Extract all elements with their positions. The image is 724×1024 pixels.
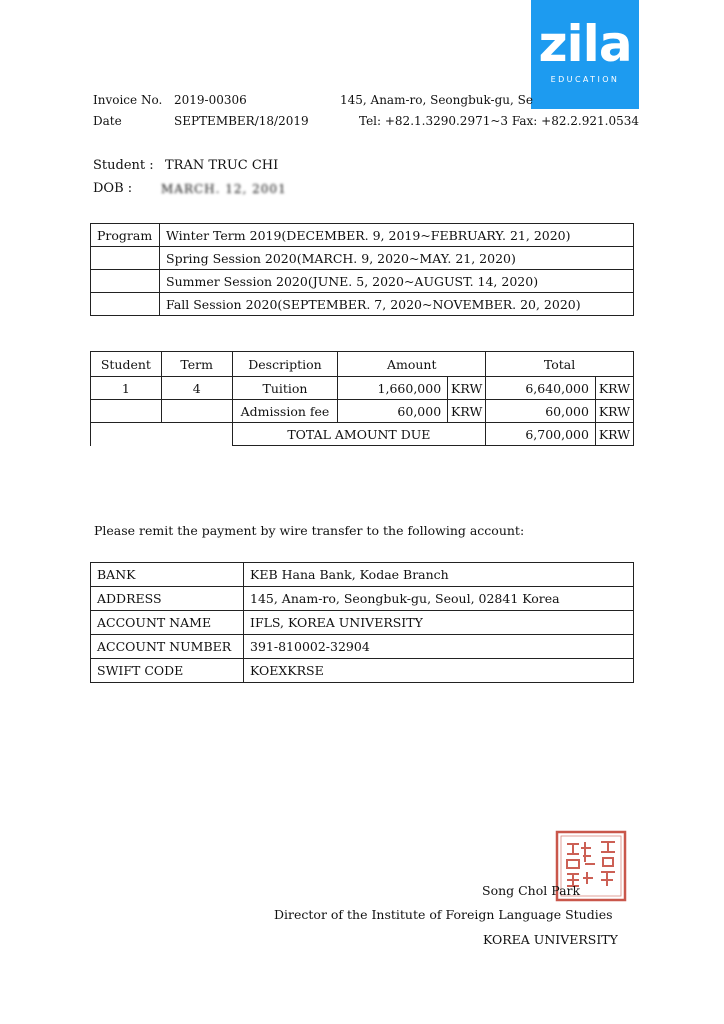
program-label-empty	[91, 293, 160, 316]
bank-label: ACCOUNT NUMBER	[91, 635, 244, 659]
issuer-contact: Tel: +82.1.3290.2971~3 Fax: +82.2.921.0534	[359, 114, 639, 128]
row-student: 1	[91, 377, 162, 400]
remit-instructions: Please remit the payment by wire transfer to the following account:	[94, 523, 525, 538]
bank-row	[91, 635, 634, 659]
bank-row	[91, 563, 634, 587]
program-row	[91, 247, 634, 270]
bank-row	[91, 587, 634, 611]
program-row	[91, 293, 634, 316]
program-row	[91, 270, 634, 293]
signatory-name: Song Chol Park	[482, 883, 581, 898]
dob-value: MARCH. 12, 2001	[161, 182, 287, 196]
row-description: Tuition	[232, 377, 338, 400]
row-amount: 60,000	[338, 400, 448, 423]
row-amount-currency: KRW	[448, 377, 486, 400]
program-label: Program	[91, 224, 160, 247]
bank-value: KEB Hana Bank, Kodae Branch	[244, 563, 634, 587]
bank-label: BANK	[91, 563, 244, 587]
row-description: Admission fee	[232, 400, 338, 423]
bank-value: 391-810002-32904	[244, 635, 634, 659]
row-amount: 1,660,000	[338, 377, 448, 400]
header-amount: Amount	[338, 352, 486, 377]
dob-label: DOB :	[93, 181, 133, 196]
bank-label: ADDRESS	[91, 587, 244, 611]
total-label: TOTAL AMOUNT DUE	[232, 423, 486, 446]
bank-table	[90, 562, 634, 683]
program-label-empty	[91, 247, 160, 270]
logo-tagline: EDUCATION	[550, 75, 620, 84]
signatory-organization: KOREA UNIVERSITY	[483, 932, 618, 947]
total-empty-cell	[91, 423, 233, 446]
row-term	[161, 400, 232, 423]
issuer-address: 145, Anam-ro, Seongbuk-gu, Se	[340, 93, 533, 107]
row-total-currency: KRW	[595, 377, 633, 400]
bank-label: SWIFT CODE	[91, 659, 244, 683]
bank-row	[91, 611, 634, 635]
total-value: 6,700,000	[486, 423, 596, 446]
row-amount-currency: KRW	[448, 400, 486, 423]
header-student: Student	[91, 352, 162, 377]
header-description: Description	[232, 352, 338, 377]
signatory-title: Director of the Institute of Foreign Language Studies	[274, 907, 613, 922]
header-term: Term	[161, 352, 232, 377]
row-term: 4	[161, 377, 232, 400]
row-total-currency: KRW	[595, 400, 633, 423]
logo-word: zila	[538, 15, 632, 73]
fee-header-row	[91, 352, 634, 377]
company-logo	[531, 0, 639, 109]
program-term: Fall Session 2020(SEPTEMBER. 7, 2020~NOVEMBER. 20, 2020)	[160, 293, 634, 316]
program-row	[91, 224, 634, 247]
header-total: Total	[486, 352, 634, 377]
program-term: Summer Session 2020(JUNE. 5, 2020~AUGUST. 14, 2020)	[160, 270, 634, 293]
program-table	[90, 223, 634, 316]
bank-label: ACCOUNT NAME	[91, 611, 244, 635]
bank-row	[91, 659, 634, 683]
bank-value: 145, Anam-ro, Seongbuk-gu, Seoul, 02841 Korea	[244, 587, 634, 611]
program-term: Winter Term 2019(DECEMBER. 9, 2019~FEBRUARY. 21, 2020)	[160, 224, 634, 247]
program-label-empty	[91, 270, 160, 293]
bank-value: IFLS, KOREA UNIVERSITY	[244, 611, 634, 635]
invoice-date: SEPTEMBER/18/2019	[174, 114, 309, 128]
table-row	[91, 377, 634, 400]
row-student	[91, 400, 162, 423]
row-total: 6,640,000	[486, 377, 596, 400]
total-row	[91, 423, 634, 446]
bank-value: KOEXKRSE	[244, 659, 634, 683]
total-currency: KRW	[595, 423, 633, 446]
student-name: TRAN TRUC CHI	[165, 158, 279, 173]
table-row	[91, 400, 634, 423]
row-total: 60,000	[486, 400, 596, 423]
date-label: Date	[93, 114, 122, 128]
invoice-number: 2019-00306	[174, 93, 247, 107]
fee-table	[90, 351, 634, 446]
program-term: Spring Session 2020(MARCH. 9, 2020~MAY. 21, 2020)	[160, 247, 634, 270]
invoice-number-label: Invoice No.	[93, 93, 163, 107]
student-label: Student :	[93, 158, 154, 173]
